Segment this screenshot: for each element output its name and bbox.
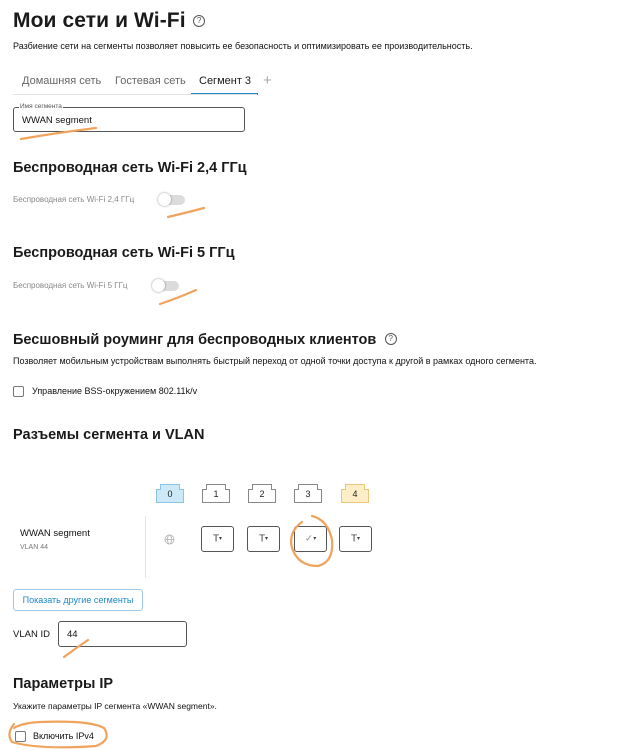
port-3-select-value: ✓ — [304, 533, 314, 545]
help-icon[interactable]: ? — [193, 15, 205, 27]
port-4-vlan-select[interactable] — [339, 526, 372, 552]
toggle-knob — [152, 279, 165, 292]
port-3 — [294, 484, 322, 503]
bss-checkbox[interactable] — [13, 386, 24, 397]
ip-description: Укажите параметры IP сегмента «WWAN segment». — [13, 701, 217, 711]
port-3-vlan-select[interactable] — [294, 526, 327, 552]
bss-checkbox-label: Управление BSS-окружением 802.11k/v — [32, 386, 198, 396]
port-1-vlan-select[interactable] — [201, 526, 234, 552]
tab-home-network[interactable]: Домашняя сеть — [22, 75, 102, 87]
tab-guest-network[interactable]: Гостевая сеть — [115, 75, 186, 87]
port-3-label: 3 — [305, 489, 311, 499]
segment-name-field[interactable] — [13, 103, 245, 132]
segment-row-vlan: VLAN 44 — [20, 544, 49, 551]
port-0 — [156, 484, 184, 503]
row-divider — [145, 516, 146, 578]
port-2-label: 2 — [259, 489, 265, 499]
wifi5-heading: Беспроводная сеть Wi-Fi 5 ГГц — [13, 245, 235, 261]
page-header — [13, 9, 205, 33]
vlan-id-label: VLAN ID — [13, 629, 50, 640]
port-4 — [341, 484, 369, 503]
chevron-down-icon: ▾ — [313, 536, 317, 542]
chevron-down-icon: ▾ — [265, 536, 269, 542]
segment-name-value: WWAN segment — [22, 115, 92, 126]
port-1-label: 1 — [213, 489, 219, 499]
vlan-id-value: 44 — [67, 629, 78, 640]
port-1 — [202, 484, 230, 503]
roaming-description: Позволяет мобильным устройствам выполнять быстрый переход от одной точки доступа к другой в рамках одного сегмента. — [13, 356, 537, 366]
ipv4-checkbox-label: Включить IPv4 — [33, 731, 94, 741]
port-2-vlan-select[interactable] — [247, 526, 280, 552]
ports-heading: Разъемы сегмента и VLAN — [13, 427, 205, 443]
toggle-knob — [158, 193, 171, 206]
ipv4-checkbox[interactable] — [15, 731, 26, 742]
roaming-heading: Бесшовный роуминг для беспроводных клиентов — [13, 332, 377, 348]
wifi5-toggle[interactable] — [153, 281, 179, 291]
globe-icon — [164, 532, 175, 550]
ip-heading: Параметры IP — [13, 676, 114, 692]
roaming-help-icon[interactable]: ? — [385, 333, 397, 345]
wifi24-toggle-label: Беспроводная сеть Wi-Fi 2,4 ГГц — [13, 195, 135, 204]
show-other-segments-button[interactable]: Показать другие сегменты — [13, 589, 143, 611]
page-title — [13, 9, 186, 33]
port-0-label: 0 — [167, 489, 173, 499]
wifi24-toggle[interactable] — [159, 195, 185, 205]
roaming-header — [13, 331, 397, 349]
port-1-select-value: T — [212, 533, 220, 545]
chevron-down-icon: ▾ — [219, 536, 223, 542]
port-4-select-value: T — [350, 533, 358, 545]
page-title-text: Мои сети и Wi-Fi — [13, 9, 186, 32]
port-2 — [248, 484, 276, 503]
wifi24-heading: Беспроводная сеть Wi-Fi 2,4 ГГц — [13, 160, 247, 176]
page-description: Разбиение сети на сегменты позволяет повысить ее безопасность и оптимизировать ее производительность. — [13, 41, 473, 51]
tab-segment-3[interactable]: Сегмент 3 — [199, 75, 252, 87]
port-4-label: 4 — [352, 489, 358, 499]
tabs-divider — [13, 94, 257, 95]
segment-row-name: WWAN segment — [20, 528, 90, 539]
segment-name-legend: Имя сегмента — [20, 103, 62, 110]
port-2-select-value: T — [258, 533, 266, 545]
chevron-down-icon: ▾ — [357, 536, 361, 542]
vlan-id-input[interactable] — [58, 621, 187, 647]
add-tab-icon[interactable]: + — [263, 72, 272, 89]
wifi5-toggle-label: Беспроводная сеть Wi-Fi 5 ГГц — [13, 281, 128, 290]
